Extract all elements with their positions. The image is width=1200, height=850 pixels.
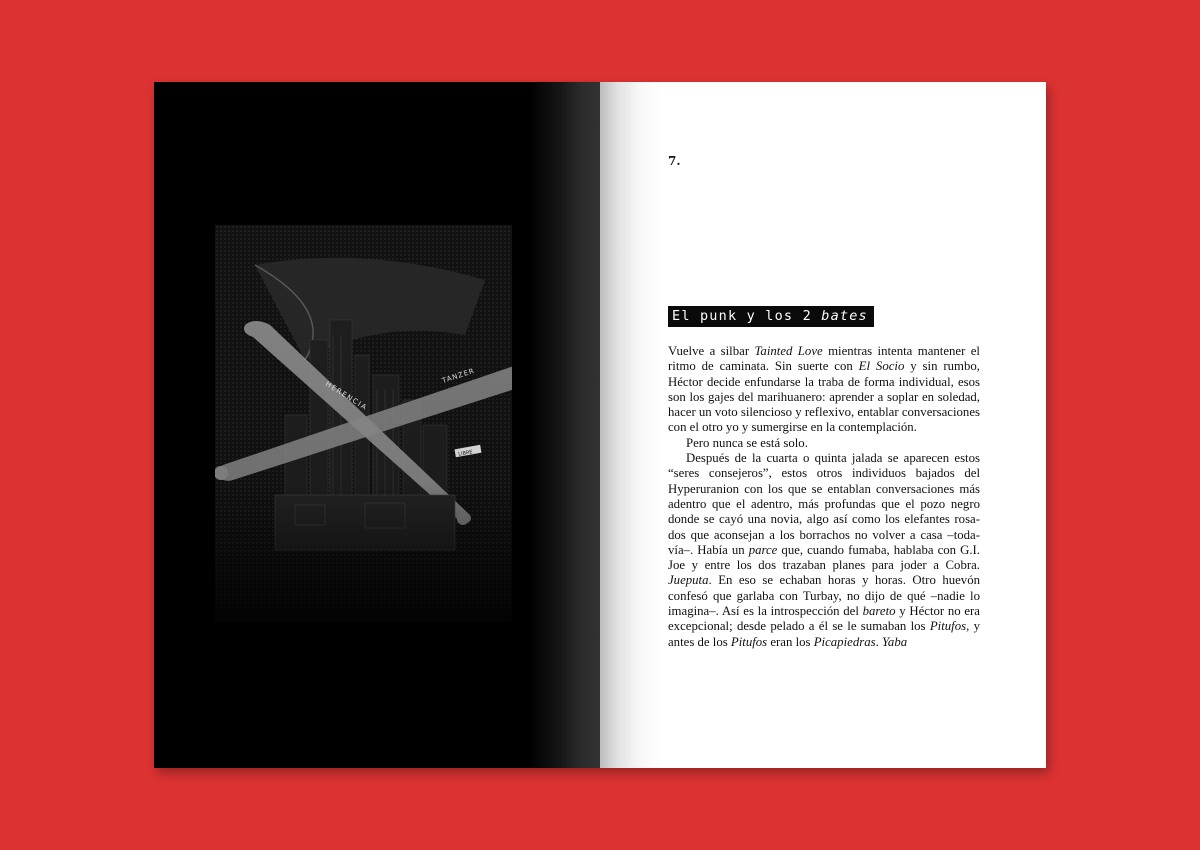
body-paragraph <box>668 436 980 451</box>
italic-text: Pitufos <box>730 634 768 649</box>
italic-text: bareto <box>862 604 896 619</box>
body-paragraph <box>668 344 980 436</box>
baseball-bats-photo-icon <box>215 225 512 622</box>
text-run: y Héctor no era excepcional; desde pelado a él se le sumaban los <box>668 604 980 634</box>
right-page <box>600 82 1046 768</box>
page-number: 7. <box>668 154 681 168</box>
chapter-title-text: El punk y los 2 <box>672 308 822 324</box>
italic-text: Jueputa <box>668 573 709 588</box>
text-run: Vuelve a silbar <box>668 344 755 358</box>
text-run: y sin rumbo, Héctor decide enfundarse la traba de forma individual, esos son los gajes del marihuanero: aprender a soplar en soledad, hacer un voto silencioso y reflexivo, entablar conversaciones con el otro yo y sumergirse en la contemplación. <box>668 359 980 435</box>
text-run: Pero nunca se está solo. <box>686 435 808 450</box>
chapter-title-italic: bates <box>821 308 868 324</box>
chapter-title <box>668 306 874 327</box>
book-spread <box>154 82 1046 768</box>
body-text <box>668 344 980 650</box>
text-run: eran los <box>767 634 814 649</box>
text-run: mientras intenta mantener el ritmo de caminata. Sin suerte con <box>668 344 980 374</box>
text-run: Después de la cuarta o quinta jalada se aparecen estos “seres consejeros”, estos otros individuos bajados del Hyperuranion con los que se entablan conversaciones más adentro que el adentro, más profundas que el pozo negro donde se cayó una novia, algo así como los elefantes rosados que aconsejan a los borrachos no volver a casa –todavía–. Había un <box>668 451 980 557</box>
text-run: . En eso se echaban horas y horas. Otro huevón confesó que garlaba con Turbay, no dijo de qué –nadie lo imagina–. Así es la introspección del <box>668 573 980 619</box>
italic-text: parce <box>748 542 778 557</box>
text-run: . <box>875 634 882 649</box>
text-run: , y antes de los <box>668 619 981 649</box>
italic-text: Pitufos <box>929 619 967 634</box>
left-page <box>154 82 600 768</box>
italic-text: Picapiedras <box>813 634 876 649</box>
body-paragraph <box>668 451 980 650</box>
baseball-bats-photo <box>215 225 512 622</box>
italic-text: Yaba <box>881 634 908 649</box>
italic-text: El Socio <box>858 359 905 374</box>
text-run: que, cuando fumaba, hablaba con G.I. Joe y entre los dos trazaban planes para joder a Cobra. <box>668 542 980 573</box>
italic-text: Tainted Love <box>754 344 823 358</box>
